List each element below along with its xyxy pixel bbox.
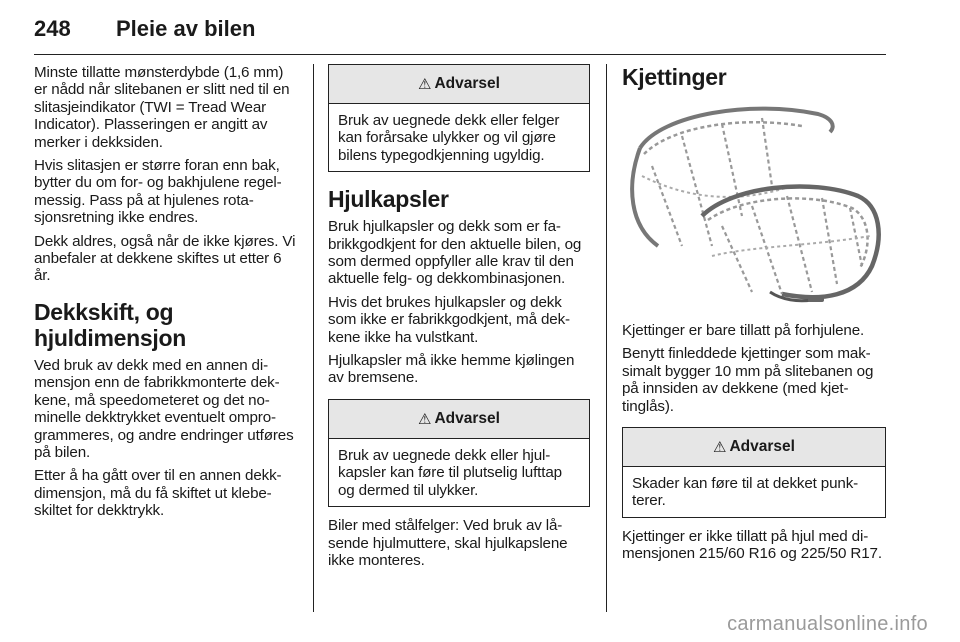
warning-triangle-icon: ⚠ (418, 76, 432, 93)
section-heading-hubcaps: Hjulkapsler (328, 186, 449, 213)
section-heading-tire-change: Dekkskift, og hjuldimensjon (34, 298, 186, 351)
column-divider (313, 64, 314, 612)
warning-text: Bruk av uegnede dekk eller hjulkapsler kan føre til plutselig lufttap og dermed til ulykker. (338, 446, 562, 499)
warning-box (328, 64, 590, 172)
page-header (34, 14, 886, 55)
warning-box (328, 399, 590, 507)
paragraph: Hjulkapsler må ikke hemme kjølingen av bremsene. (328, 352, 575, 387)
warning-triangle-icon: ⚠ (713, 439, 727, 457)
paragraph: Minste tillatte mønsterdybde (1,6 mm) er nådd når slitebanen er slitt ned til en slitasjeindikator (TWI = Tread Wear Indicator). Plasseringen er angitt av merker i dekksiden. (34, 64, 290, 151)
warning-text: Bruk av uegnede dekk eller felger kan forårsake ulykker og vil gjøre bilens typegodkjenning ugyldig. (338, 112, 560, 164)
warning-box (622, 427, 886, 518)
warning-title: Advarsel (729, 438, 795, 456)
watermark: carmanualsonline.info (727, 613, 928, 635)
page-title: Pleie av bilen (116, 16, 256, 41)
warning-title: Advarsel (434, 75, 500, 92)
paragraph: Etter å ha gått over til en annen dekkdimensjon, må du få skiftet ut klebeskiltet for dekktrykk. (34, 467, 282, 520)
paragraph: Bruk hjulkapsler og dekk som er fabrikkgodkjent for den aktuelle bilen, og som dermed oppfyller alle krav til den aktuelle felg- og dekkombinasjonen. (328, 218, 582, 288)
paragraph: Hvis slitasjen er større foran enn bak, bytter du om for- og bakhjulene regelmessig. Pass på at hjulenes rotasjonsretning ikke endres. (34, 157, 282, 227)
warning-header (623, 428, 885, 467)
left-column (34, 64, 300, 526)
warning-triangle-icon: ⚠ (418, 410, 432, 428)
warning-title: Advarsel (434, 409, 500, 427)
paragraph: Kjettinger er bare tillatt på forhjulene. (622, 322, 865, 339)
warning-text: Skader kan føre til at dekket punkterer. (632, 475, 859, 510)
warning-header (329, 65, 589, 104)
column-divider (606, 64, 607, 612)
middle-column (328, 64, 590, 575)
warning-header (329, 400, 589, 439)
page-number: 248 (34, 16, 71, 41)
paragraph: Hvis det brukes hjulkapsler og dekk som ikke er fabrikkgodkjent, må dekkene ikke ha vulstkant. (328, 293, 571, 346)
paragraph: Benytt finleddede kjettinger som maksimalt bygger 10 mm på slitebanen og på innsiden av dekkene (med kjettinglås). (622, 345, 874, 415)
snow-chains-illustration (622, 96, 886, 310)
right-column (622, 64, 886, 569)
paragraph: Dekk aldres, også når de ikke kjøres. Vi anbefaler at dekkene skiftes ut etter 6 år. (34, 232, 296, 285)
paragraph: Kjettinger er ikke tillatt på hjul med dimensjonen 215/60 R16 og 225/50 R17. (622, 527, 882, 563)
paragraph: Biler med stålfelger: Ved bruk av låsende hjulmuttere, skal hjulkapslene ikke monteres. (328, 517, 568, 569)
paragraph: Ved bruk av dekk med en annen dimensjon enn de fabrikkmonterte dekkene, må speedometeret og det nominelle dekktrykket eventuelt omprogrammeres, og andre endringer utføres på bilen. (34, 356, 294, 461)
section-heading-chains: Kjettinger (622, 64, 727, 90)
